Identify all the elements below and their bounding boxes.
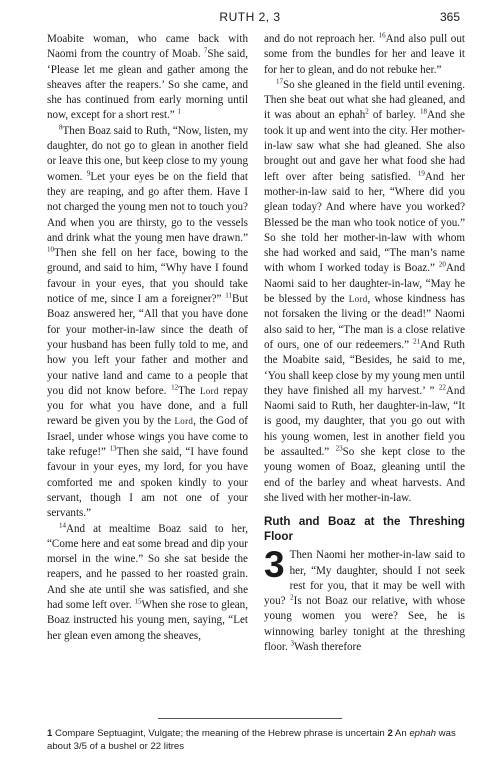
- paragraph: $^8$Then Boaz said to Ruth, “Now, listen, my daughter, do not go to glean in another field or leave this one, but keep close to my young women. $^9$Let your eyes be on the field that they are reaping, and go after them. Have I not charged the young men not to touch you? And when you are thirsty, go to the vessels and drink what the young men have drawn.” $^{10}$Then she fell on her face, bowing to the ground, and said to him, “Why have I found favour in your eyes, that you should take notice of me, since I am a foreigner?” $^{11}$But Boaz answered her, “All that you have done for your mother-in-law since the death of your husband has been fully told to me, and how you left your father and mother and your native land and came to a people that you did not know before. $^{12}$The Lord repay you for what you have done, and a full reward be given you by the Lord, the God of Israel, under whose wings you have come to take refuge!” $^{13}$Then she said, “I have found favour in your eyes, my lord, for you have comforted me and spoken kindly to your servant, though I am not one of your servants.”: [47, 123, 248, 520]
- paragraph: $^{14}$And at mealtime Boaz said to her, “Come here and eat some bread and dip your morsel in the wine.” So she sat beside the reapers, and he passed to her roasted grain. And she ate until she was satisfied, and she had some left over. $^{15}$When she rose to glean, Boaz instructed his young men, saying, “Let her glean even among the sheaves,: [47, 520, 248, 642]
- footnote-marker[interactable]: 1: [177, 107, 182, 116]
- divine-name: Lord: [174, 416, 194, 427]
- verse-number: 15: [134, 597, 142, 606]
- verse-number: 11: [225, 291, 232, 300]
- verse-number: 12: [171, 383, 179, 392]
- verse-number: 23: [335, 444, 343, 453]
- right-column: [264, 32, 465, 655]
- footnotes: 1 Compare Septuagint, Vulgate; the meaning of the Hebrew phrase is uncertain 2 An ephah was about 3/5 of a bushel or 22 litres: [47, 728, 456, 752]
- verse-number: 2: [290, 593, 294, 602]
- footnote-divider: [158, 718, 342, 719]
- verse-number: 13: [109, 444, 117, 453]
- verse-number: 8: [59, 123, 63, 132]
- footnote-text: Compare Septuagint, Vulgate; the meaning of the Hebrew phrase is uncertain: [52, 728, 388, 739]
- verse-number: 7: [203, 46, 208, 55]
- paragraph: 3 Then Naomi her mother-in-law said to her, “My daughter, should I not seek rest for you, that it may be well with you? $^2$Is not Boaz our relative, with whose young women you were? See, he is winnowing barley tonight at the threshing floor. $^3$Wash therefore: [264, 544, 466, 653]
- verse-number: 18: [420, 107, 428, 116]
- footnote-term: ephah: [409, 728, 437, 739]
- chapter-number: 3: [264, 544, 285, 586]
- text-columns: [47, 32, 467, 714]
- verse-number: 3: [290, 639, 294, 648]
- page-header: [40, 10, 460, 28]
- section-heading: Ruth and Boaz at the Threshing Floor: [264, 515, 465, 544]
- verse-number: 21: [413, 337, 421, 346]
- divine-name: Lord: [348, 294, 368, 305]
- footnote-marker[interactable]: 2: [365, 107, 369, 116]
- verse-number: 14: [59, 520, 66, 529]
- footnote-number: 1: [47, 728, 53, 739]
- verse-number: 20: [438, 260, 446, 269]
- divine-name: Lord: [199, 385, 219, 396]
- footnote-number: 2: [387, 728, 393, 739]
- verse-number: 19: [417, 168, 425, 177]
- left-column: [47, 32, 248, 644]
- verse-number: 17: [276, 77, 283, 86]
- verse-number: 10: [47, 245, 54, 254]
- verse-number: 16: [378, 31, 386, 40]
- paragraph: and do not reproach her. $^{16}$And also pull out some from the bundles for her and leave it for her to glean, and do not rebuke her.”: [264, 31, 465, 76]
- paragraph: Moabite woman, who came back with Naomi from the country of Moab. $^7$She said, ‘Please let me glean and gather among the sheaves after the reapers.’ So she came, and she has continued from early morning until now, except for a short rest.” $^1$: [47, 33, 248, 122]
- running-head: RUTH 2, 3: [219, 10, 281, 24]
- paragraph: $^{17}$So she gleaned in the field until evening. Then she beat out what she had gleaned, and it was about an ephah$^2$ of barley. $^{18}$And she took it up and went into the city. Her mother-in-law saw what she had gleaned. She also brought out and gave her what food she had left over after being satisfied. $^{19}$And her mother-in-law said to her, “Where did you glean today? And where have you worked? Blessed be the man who took notice of you.” So she told her mother-in-law with whom she had worked and said, “The man’s name with whom I worked today is Boaz.” $^{20}$And Naomi said to her daughter-in-law, “May he be blessed by the Lord, whose kindness has not forsaken the living or the dead!” Naomi also said to her, “The man is a close relative of ours, one of our redeemers.” $^{21}$And Ruth the Moabite said, “Besides, he said to me, ‘You shall keep close by my young men until they have finished all my harvest.’ ” $^{22}$And Naomi said to Ruth, her daughter-in-law, “It is good, my daughter, that you go out with his young women, lest in another field you be assaulted.” $^{23}$So she kept close to the young women of Boaz, gleaning until the end of the barley and wheat harvests. And she lived with her mother-in-law.: [264, 77, 466, 504]
- verse-number: 22: [438, 383, 446, 392]
- verse-number: 9: [86, 168, 91, 177]
- page-number: 365: [439, 10, 460, 24]
